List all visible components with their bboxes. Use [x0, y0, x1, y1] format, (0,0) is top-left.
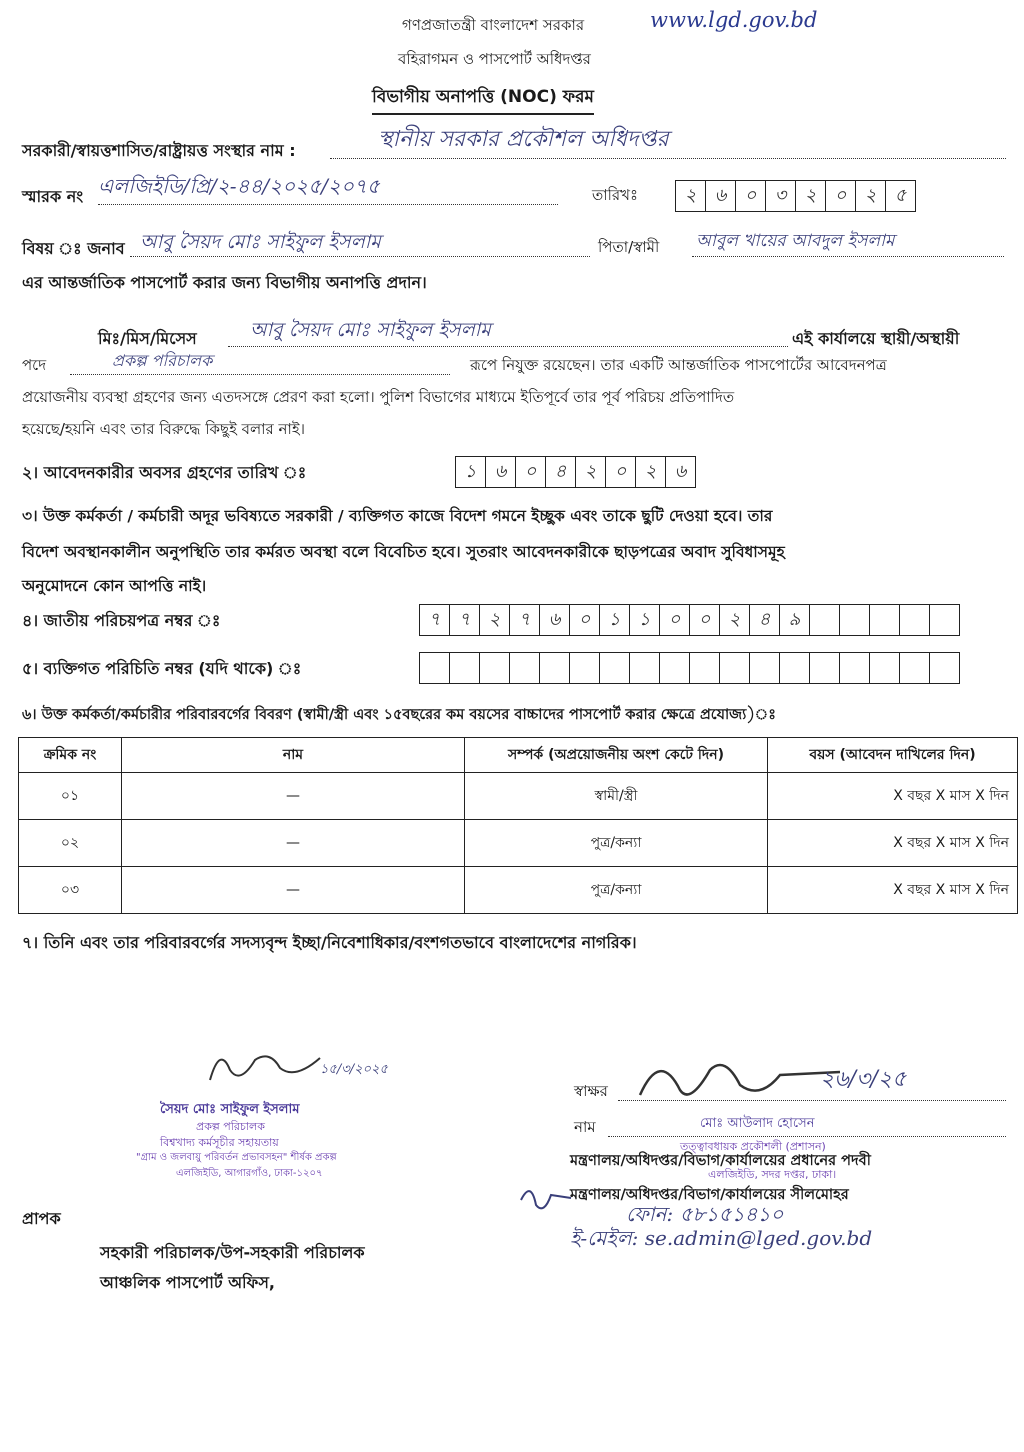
date-digit: ২ — [855, 180, 886, 212]
nid-digit — [869, 604, 900, 636]
date-digit: ১ — [455, 456, 486, 488]
date-digit: ০ — [825, 180, 856, 212]
recipient-label: প্রাপক — [22, 1209, 61, 1228]
pid-digit — [629, 652, 660, 684]
father-value: আবুল খায়ের আবদুল ইসলাম — [696, 231, 895, 251]
pid-digit — [779, 652, 810, 684]
nid-digit: ৭ — [449, 604, 480, 636]
body-line3: প্রয়োজনীয় ব্যবস্থা গ্রহণের জন্য এতদসঙ্গে প্রেরণ করা হলো। পুলিশ বিভাগের মাধ্যমে ইতিপূর্বে তার পূর্ব পরিচয় প্রতিপাদিত — [22, 388, 735, 406]
date-digit: ২ — [575, 456, 606, 488]
recipient-line1: সহকারী পরিচালক/উপ-সহকারী পরিচালক — [100, 1243, 365, 1262]
body-line2: রূপে নিযুক্ত রয়েছেন। তার একটি আন্তর্জাতিক পাসপোর্টের আবেদনপত্র — [470, 356, 887, 374]
name-value: মোঃ আউলাদ হোসেন — [700, 1116, 815, 1131]
nid-digit — [809, 604, 840, 636]
nid-digit — [929, 604, 960, 636]
stamp-org: এলজিইডি, সদর দপ্তর, ঢাকা। — [708, 1168, 837, 1181]
item6-label: ৬। উক্ত কর্মকর্তা/কর্মচারীর পরিবারবর্গের বিবরণ (স্বামী/স্ত্রী এবং ১৫বছরের কম বয়সের বাচ্চাদের পাসপোর্ট করার ক্ষেত্রে প্রযোজ্য)ঃ — [22, 707, 776, 723]
phone: ফোন: ৫৮১৫১৪১০ — [626, 1202, 784, 1226]
date-digit: ৪ — [545, 456, 576, 488]
row-age: X বছর X মাস X দিন — [768, 820, 1018, 867]
retirement-date-boxes — [456, 456, 696, 488]
pid-digit — [599, 652, 630, 684]
memo-date-label: তারিখঃ — [592, 186, 638, 204]
col-serial: ক্রমিক নং — [19, 738, 122, 773]
subject-label: বিষয় ঃ জনাব — [22, 239, 125, 258]
nid-digit: ০ — [659, 604, 690, 636]
pid-digit — [809, 652, 840, 684]
gov-title: গণপ্রজাতন্ত্রী বাংলাদেশ সরকার — [402, 16, 585, 34]
date-digit: ২ — [635, 456, 666, 488]
nid-digit: ৯ — [779, 604, 810, 636]
date-digit: ৬ — [705, 180, 736, 212]
father-label: পিতা/স্বামী — [598, 238, 660, 256]
item3-line3: অনুমোদনে কোন আপত্তি নাই। — [22, 577, 207, 595]
item2-label: ২। আবেদনকারীর অবসর গ্রহণের তারিখ ঃ — [22, 463, 307, 482]
table-row — [19, 773, 1018, 820]
row-serial: ০১ — [19, 773, 122, 820]
org-value: স্থানীয় সরকার প্রকৌশল অধিদপ্তর — [378, 127, 669, 152]
row-relation: পুত্র/কন্যা — [465, 820, 768, 867]
ministry-label: মন্ত্রণালয়/অধিদপ্তর/বিভাগ/কার্যালয়ের প্রধানের পদবী — [570, 1153, 871, 1169]
row-serial: ০৩ — [19, 867, 122, 914]
nid-digit: ৭ — [509, 604, 540, 636]
date-digit: ৩ — [765, 180, 796, 212]
stamp-title: তত্ত্বাবধায়ক প্রকৌশলী (প্রশাসন) — [680, 1140, 826, 1153]
left-stamp-line4: "গ্রাম ও জলবায়ু পরিবর্তন প্রভাবসহন" শীর্ষক প্রকল্প — [136, 1152, 337, 1163]
nid-digit: ৭ — [419, 604, 450, 636]
left-sign-date: ১৫/৩/২০২৫ — [320, 1062, 388, 1077]
row-serial: ০২ — [19, 820, 122, 867]
pid-digit — [509, 652, 540, 684]
email: ই-মেইল: se.admin@lged.gov.bd — [570, 1226, 873, 1250]
nid-digit — [839, 604, 870, 636]
family-table-header — [19, 738, 1018, 773]
row-relation: স্বামী/স্ত্রী — [465, 773, 768, 820]
col-relation: সম্পর্ক (অপ্রয়োজনীয় অংশ কেটে দিন) — [465, 738, 768, 773]
nid-digit: ৬ — [539, 604, 570, 636]
left-stamp-line5: এলজিইডি, আগারগাঁও, ঢাকা-১২০৭ — [176, 1168, 323, 1179]
left-stamp-line3: বিশ্বখাদ্য কর্মসূচীর সহায়তায় — [160, 1136, 279, 1149]
pid-digit — [479, 652, 510, 684]
nid-digit: ১ — [599, 604, 630, 636]
form-title: বিভাগীয় অনাপত্তি (NOC) ফরম — [372, 84, 594, 115]
date-digit: ৬ — [485, 456, 516, 488]
department-title: বহিরাগমন ও পাসপোর্ট অধিদপ্তর — [398, 50, 591, 68]
org-label: সরকারী/স্বায়ত্তশাসিত/রাষ্ট্রায়ত্ত সংস্থার নাম : — [22, 141, 296, 160]
personal-id-boxes — [420, 652, 960, 684]
pid-digit — [749, 652, 780, 684]
body-prefix: মিঃ/মিস/মিসেস — [98, 329, 197, 348]
pid-digit — [869, 652, 900, 684]
nid-digit: ০ — [689, 604, 720, 636]
pid-digit — [929, 652, 960, 684]
initial-signature-icon — [516, 1180, 576, 1220]
body-line4: হয়েছে/হয়নি এবং তার বিরুদ্ধে কিছুই বলার নাই। — [22, 420, 306, 438]
subject-name: আবু সৈয়দ মোঃ সাইফুল ইসলাম — [140, 231, 381, 253]
col-name: নাম — [122, 738, 465, 773]
pid-digit — [539, 652, 570, 684]
item3-line2: বিদেশ অবস্থানকালীন অনুপস্থিতি তার কর্মরত অবস্থা বলে বিবেচিত হবে। সুতরাং আবেদনকারীকে ছাড়পত্রের অবাদ সুবিধাসমূহ — [22, 543, 785, 561]
subject-line2: এর আন্তর্জাতিক পাসপোর্ট করার জন্য বিভাগীয় অনাপত্তি প্রদান। — [22, 273, 427, 292]
date-digit: ৬ — [665, 456, 696, 488]
nid-digit: ৪ — [749, 604, 780, 636]
website-handwritten: www.lgd.gov.bd — [650, 8, 818, 32]
item7-text: ৭। তিনি এবং তার পরিবারবর্গের সদস্যবৃন্দ ইচ্ছা/নিবেশাধিকার/বংশগতভাবে বাংলাদেশের নাগরিক। — [22, 933, 637, 952]
nid-boxes — [420, 604, 960, 636]
nid-digit: ১ — [629, 604, 660, 636]
name-dotted-line — [608, 1136, 1006, 1137]
row-age: X বছর X মাস X দিন — [768, 773, 1018, 820]
pid-digit — [899, 652, 930, 684]
date-digit: ৫ — [885, 180, 916, 212]
row-relation: পুত্র/কন্যা — [465, 867, 768, 914]
nid-digit: ০ — [569, 604, 600, 636]
pid-digit — [419, 652, 450, 684]
right-signature-icon — [630, 1050, 850, 1110]
right-sign-date: ২৬/৩/২৫ — [820, 1067, 907, 1092]
date-digit: ২ — [795, 180, 826, 212]
family-table — [18, 737, 1018, 914]
item4-label: ৪। জাতীয় পরিচয়পত্র নম্বর ঃ — [22, 611, 221, 630]
pid-digit — [719, 652, 750, 684]
nid-digit: ২ — [479, 604, 510, 636]
item3-line1: ৩। উক্ত কর্মকর্তা / কর্মচারী অদূর ভবিষ্যতে সরকারী / ব্যক্তিগত কাজে বিদেশ গমনে ইচ্ছুক এবং তাকে ছুটি দেওয়া হবে। তার — [22, 507, 773, 525]
left-stamp-title: প্রকল্প পরিচালক — [196, 1120, 265, 1133]
father-dotted-line — [692, 256, 1004, 257]
col-age: বয়স (আবেদন দাখিলের দিন) — [768, 738, 1018, 773]
date-digit: ০ — [605, 456, 636, 488]
date-digit: ০ — [515, 456, 546, 488]
nid-digit — [899, 604, 930, 636]
body-office-text: এই কার্যালয়ে স্থায়ী/অস্থায়ী — [792, 329, 960, 348]
post-value: প্রকল্প পরিচালক — [112, 351, 213, 370]
recipient-line2: আঞ্চলিক পাসপোর্ট অফিস, — [100, 1273, 275, 1292]
memo-value: এলজিইডি/প্রি/২-৪৪/২০২৫/২০৭৫ — [98, 174, 380, 198]
pid-digit — [689, 652, 720, 684]
pid-digit — [569, 652, 600, 684]
date-digit: ২ — [675, 180, 706, 212]
sign-label: স্বাক্ষর — [574, 1082, 608, 1100]
row-name: — — [122, 773, 465, 820]
left-stamp-name: সৈয়দ মোঃ সাইফুল ইসলাম — [160, 1102, 300, 1117]
item5-label: ৫। ব্যক্তিগত পরিচিতি নম্বর (যদি থাকে) ঃ — [22, 659, 302, 678]
row-name: — — [122, 867, 465, 914]
memo-date-boxes — [676, 180, 916, 212]
row-age: X বছর X মাস X দিন — [768, 867, 1018, 914]
date-digit: ০ — [735, 180, 766, 212]
row-name: — — [122, 820, 465, 867]
pid-digit — [449, 652, 480, 684]
nid-digit: ২ — [719, 604, 750, 636]
left-signature-icon — [200, 1040, 330, 1090]
memo-label: স্মারক নং — [22, 187, 84, 206]
table-row — [19, 867, 1018, 914]
name-label: নাম — [574, 1118, 596, 1136]
table-row — [19, 820, 1018, 867]
pid-digit — [659, 652, 690, 684]
seal-label: মন্ত্রণালয়/অধিদপ্তর/বিভাগ/কার্যালয়ের সীলমোহর — [570, 1187, 849, 1203]
post-label: পদে — [22, 356, 47, 374]
pid-digit — [839, 652, 870, 684]
body-name: আবু সৈয়দ মোঃ সাইফুল ইসলাম — [250, 319, 491, 341]
